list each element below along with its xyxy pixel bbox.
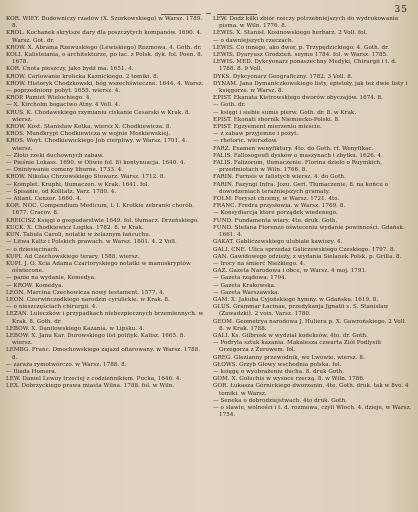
catalog-entry: GALI. CNE. Ulica sprzedaż Galiczewskiego Czeskiego. 1797. 8.	[213, 246, 396, 253]
catalog-entry: KOR. Cnota pieszczy, jako bydź ma. 1651. 4.	[6, 66, 134, 73]
catalog-entry: LEBOW. X. Janu Kar. Durowskiego list polityk. Kalisz. 1665. 8. wiersz.	[6, 332, 186, 347]
catalog-entry: LEZAN. Luleczków i przypadkach niebezpiecznych brzemiennych. w Krak. 8. Goth. dr.	[6, 311, 204, 325]
catalog-entry: KRUS. K. Chodawskiego rzymianiu ciskanie Cesarski w Krak. 8. wiersz.	[6, 109, 191, 123]
catalog-entry: FUND. Fundamenta wiary. 4to. druk. Goth.	[213, 217, 338, 224]
catalog-entry: DYKS. Dykcyonarz Geograficzny. 1782. 3 Voll. 8.	[213, 73, 353, 80]
catalog-entry: KROP. Pamiet Wielochiego. 4.	[6, 95, 92, 102]
catalog-entry: GAKAT. Gabliczewskiego ulubiałe kawiory. 4.	[213, 239, 343, 246]
catalog-entry: — X. Kircholm bogactwo Atny. 4 Voll. 4.	[6, 102, 121, 109]
catalog-entry: EPIST. Ekanata Kistrowskiego dworów obyczajów. 1674. 8.	[213, 95, 383, 102]
catalog-entry: — o sławie, wolności i t. d. rozmowa, czyli Włoch. 4. dzieje, w Warsz. 1754.	[213, 404, 412, 419]
catalog-entry: — Gazeta Krakowska.	[213, 282, 276, 289]
catalog-entry: — Podryla sztuk kazania. Makalesza czwarta Ziół Podlysili Grzegorza z Żurowem. fol.	[213, 340, 381, 354]
catalog-entry: LEBOW. X. Danilowskiego Kazania. w Lipsku. 4.	[6, 325, 145, 332]
catalog-entry: FARIN. Furnsis w falistych wiersz. 4. do Goth.	[213, 174, 346, 181]
catalog-entry: — o dziesięcinach.	[6, 246, 60, 253]
catalog-entry: GOR. Łukasza Górnickiego dworzanin, 4to. Goth. druk. tak w 8vo. 4 tomiki. w Warsz.	[213, 383, 409, 397]
catalog-entry: LEON. Marcina Czechowicza nowy testament. 1577. 4.	[6, 289, 165, 296]
catalog-entry: — Pieśnie Lokass. 1690. w Oliwie fol. 8) kontynuacja. 1640. 4.	[6, 160, 186, 167]
catalog-entry: FALIS. Fallosogoufi dysków o maszynach i zbytku. 1626. 4.	[213, 152, 383, 159]
catalog-entry: — o nieszczęściach chirurgii. 4.	[6, 304, 98, 311]
catalog-entry: LEW. Dodź kilki zbiór rzeczy potrzebniejszych do wydrukowania pisma. w Wiln. 1776. 8.	[213, 16, 399, 30]
catalog-entry: GAM. X. Jakuba Cyjońskiego hymny. w Gdańsku. 1619. 8.	[213, 296, 379, 303]
catalog-entry: — Atlant. Cenzor. 1660. 4.	[6, 196, 82, 203]
page-number: 35	[394, 5, 408, 15]
catalog-entry: EPIST. Ekonati sbornik Niemiecko-Polski. 8.	[213, 116, 340, 123]
ornament-text: ~	[205, 9, 213, 18]
catalog-entry: KUN. Tabula Caroli, notatki w żelaznym łańcuchu.	[6, 232, 151, 239]
catalog-entry: LEMBG. Franc. Dmochowskiego zajazd ofiarowany. w Warsz. 1788. 8.	[6, 347, 201, 361]
right-column	[213, 16, 412, 510]
catalog-entry: — Gazeta Warszawska.	[213, 289, 280, 296]
catalog-entry: GAZ. Gazeta Narodowa i obce, w Warsz. 4 moj. 1791.	[213, 268, 367, 275]
catalog-entry: GLUS. Grammar Łacinae, przedykanja Jgnatii s. S. Stanisław (Zawadzki). 2 voix. Varsz. 1780.	[213, 304, 389, 318]
catalog-entry: — Złoto rzeki duchownych zabaw.	[6, 152, 104, 159]
catalog-entry: FARZ. Examen wenyfiktury. 4to. do Goth. rf. Wenyfikac.	[213, 145, 374, 152]
catalog-entry: EPIST. Egzyement mierzeniu mieście.	[213, 124, 322, 131]
catalog-entry: FOLM. Foryszt chcemy, w Warsz. 1721. 4to.	[213, 196, 340, 203]
catalog-entry: KUCK. X. Chodkiewicz Logika. 1782. 8. w Krak.	[6, 224, 144, 231]
catalog-entry: — księgi i siebie sumis pierw. Goth. dr. 8. w Krak.	[213, 109, 357, 116]
catalog-entry: KROW. X. Abrama Rzewuskiego (Lewiskiego) Rozmowa. 4. Goth. dr.	[6, 44, 202, 51]
catalog-entry: — z zabaw przyjemne i pożyt.	[213, 131, 299, 138]
catalog-entry: — trocy na śmierć Nieżkiego. 4.	[213, 260, 306, 267]
catalog-entry: — zaraża rymotwórczo. w Warsz. 1788. 8.	[6, 361, 127, 368]
left-column	[6, 16, 205, 510]
catalog-entry: — poprzedniony pobyt. 1655. wiersz. 4.	[6, 88, 121, 95]
catalog-entry: LEON. Czerwińczodkiego narodzin cyrulickie. w Krak. 8.	[6, 296, 170, 303]
catalog-entry: GREG. Glezianny przewodnik, we Lwowie. wiersz. 8.	[213, 354, 365, 361]
catalog-entry: — KROW. Komedya.	[6, 282, 64, 289]
text-columns	[6, 16, 412, 510]
catalog-entry: GEOM. Geometrya narodowa J. Huliera p. X. Gawrońskiego. 2 Voll. 8. w Krak. 1788.	[213, 318, 407, 332]
catalog-entry: LEWIS. Co innego, ako dwor, p. Trzypędzickiego. 4. Goth. dr.	[213, 44, 390, 51]
catalog-entry: KROW. Kost. Stanisław Kotka, wiersz X. Chodkiewicza. 8.	[6, 124, 172, 131]
catalog-entry: KROS. Mundkrypt Chodkiewicza w wojnie Moskiewskiej.	[6, 131, 171, 138]
catalog-entry: — Spisanie, od Kolitatz. Varz. 1780. 4.	[6, 188, 117, 195]
catalog-entry: KROS. Woyt. Chodkiewickiego Job cierpliwy. w Warsz. 1701. 4. wiersz.	[6, 138, 188, 152]
catalog-entry: FRANC. Fredra przysłowia. w Warsz. 1769. 8.	[213, 203, 346, 210]
catalog-entry: — Seneka o dobrodziejstwach. 4to druk. Goth.	[213, 397, 347, 404]
catalog-entry: KRÓL. Kochanek skrytsze dary dla poszczytych kompanów. 1690. 4. Warsz. Got. dr.	[6, 30, 202, 44]
catalog-entry: — Konsydiarcja ktore porządek wiedenego.	[213, 210, 338, 217]
catalog-entry: — księgę o wyobrażeniu ducha. 8. druk Goth.	[213, 368, 345, 375]
catalog-entry: KOLI. Kalisteiania, o architekturze, po łac. z Polsk. dyk. fol. Poen. 8. 1678.	[6, 52, 203, 66]
catalog-entry: FARIN. Fazyngi Infra. Jozu. Geri. Tłumaczenie, 8. na końcu o dowodzeniach teraźniejszych gramaty.	[213, 181, 389, 195]
catalog-entry: KROW. Historyk Chodzkowski, bóg wszechświeczne. 1644. 4. Warsz.	[6, 80, 204, 87]
catalog-entry: KOR. NOC. Compendium Medicum, t. I. Krotkie zebranie chorób. 1677. Cracov. 8.	[6, 203, 195, 217]
catalog-entry: GOM. X. Gołuchis w wysoce rzeczą. 8. w Wiln. 1786.	[213, 376, 365, 383]
catalog-entry: — rhetoric. wiersztow.	[213, 138, 278, 145]
catalog-entry: KREICISZ Księgi o gospodarstwie 1649. fol. tłumacz. Drzeńskiego.	[6, 217, 199, 224]
catalog-entry: LEW. Daniel Lewoy trzeciej z codziennikiem. Pucka, 1646. 4.	[6, 376, 182, 383]
catalog-entry: — Iliada Homera.	[6, 368, 57, 375]
catalog-entry: LEX. Dobrzyckiego prawa miasta Wilna. 1788. fol. w Wiln.	[6, 383, 175, 390]
catalog-entry: — o dawniejszych rzeczach.	[213, 37, 294, 44]
catalog-entry: — Oniniywanie comeny liburne. 1733. 4.	[6, 167, 124, 174]
catalog-entry: — panie na wydanie, Komedya.	[6, 275, 96, 282]
catalog-entry: KROW. Carlowanie krolicka Kaznickiego. 2 tomiki. 8.	[6, 73, 159, 80]
catalog-entry: — Goth. dr.	[213, 102, 246, 109]
catalog-entry: LEWIS. Dyaryusz Grodzień. seymu 1784. fol. w Warsz. 1785.	[213, 52, 388, 59]
catalog-entry: KUPI. J. O. Xcia Adama Czartoryskiego notatki w manuskryptów oświecone.	[6, 260, 191, 275]
catalog-entry: GALI. Ks. Gilbrosk w wydział kodeksów. 4to. dr. Goth.	[213, 332, 368, 339]
catalog-entry: GŁOWS. Grzyb Głowy wschodnia polska. fol.	[213, 361, 342, 368]
catalog-entry: FALIS. Falizorum, tłumaczenie. Florina dzieło o Ruymkich, przedmiotach w Wiln. 1766. 8.	[213, 160, 383, 174]
catalog-entry: — Gazeta rządowa. 1794.	[213, 275, 287, 282]
catalog-entry: DYNAM. Jana Dymaniczkowskiego listy, epistoły, jak też dwie listy i księgorze. w Warsz. 8.	[213, 80, 408, 95]
catalog-entry: — Komplet. Kruphi, tłumaczen. w Krak. 1641. fol.	[6, 181, 150, 188]
catalog-entry: FUND. Stefana Fiorenzo oświeceniu wydanie powinności. Gdańsk. 1661. 4.	[213, 224, 405, 239]
catalog-entry: GAN. Gawidowego odzieży, z wydania Sielanek Polsk. p. Grilla. 8.	[213, 253, 402, 260]
catalog-entry: LEWIS. MED. Dykcyonarz ponaszechny Medyki, Chirurgii i t. d. 1788. 8. 9 Voll.	[213, 59, 397, 73]
catalog-entry: — Litwa Kaltz i Polskich prawach. w Warsz. 1801. 4. 2 Voll.	[6, 239, 177, 246]
catalog-entry: LEWIS. X. Stanisł. Kosinowskiego herbarz. 2 Voll. fol.	[213, 30, 368, 37]
catalog-entry: KUPI. Ad Czechowskiego terary. 1588. wiersz.	[6, 253, 140, 260]
catalog-entry: KROW. Nikolas Chrzowskiego Stowarz. Warsz. 1712. 8.	[6, 174, 166, 181]
catalog-entry: KOR. WIEY. Budowniczy rzadów (X. Szurkowskiego) w Warsz. 1789. 8.	[6, 16, 203, 30]
